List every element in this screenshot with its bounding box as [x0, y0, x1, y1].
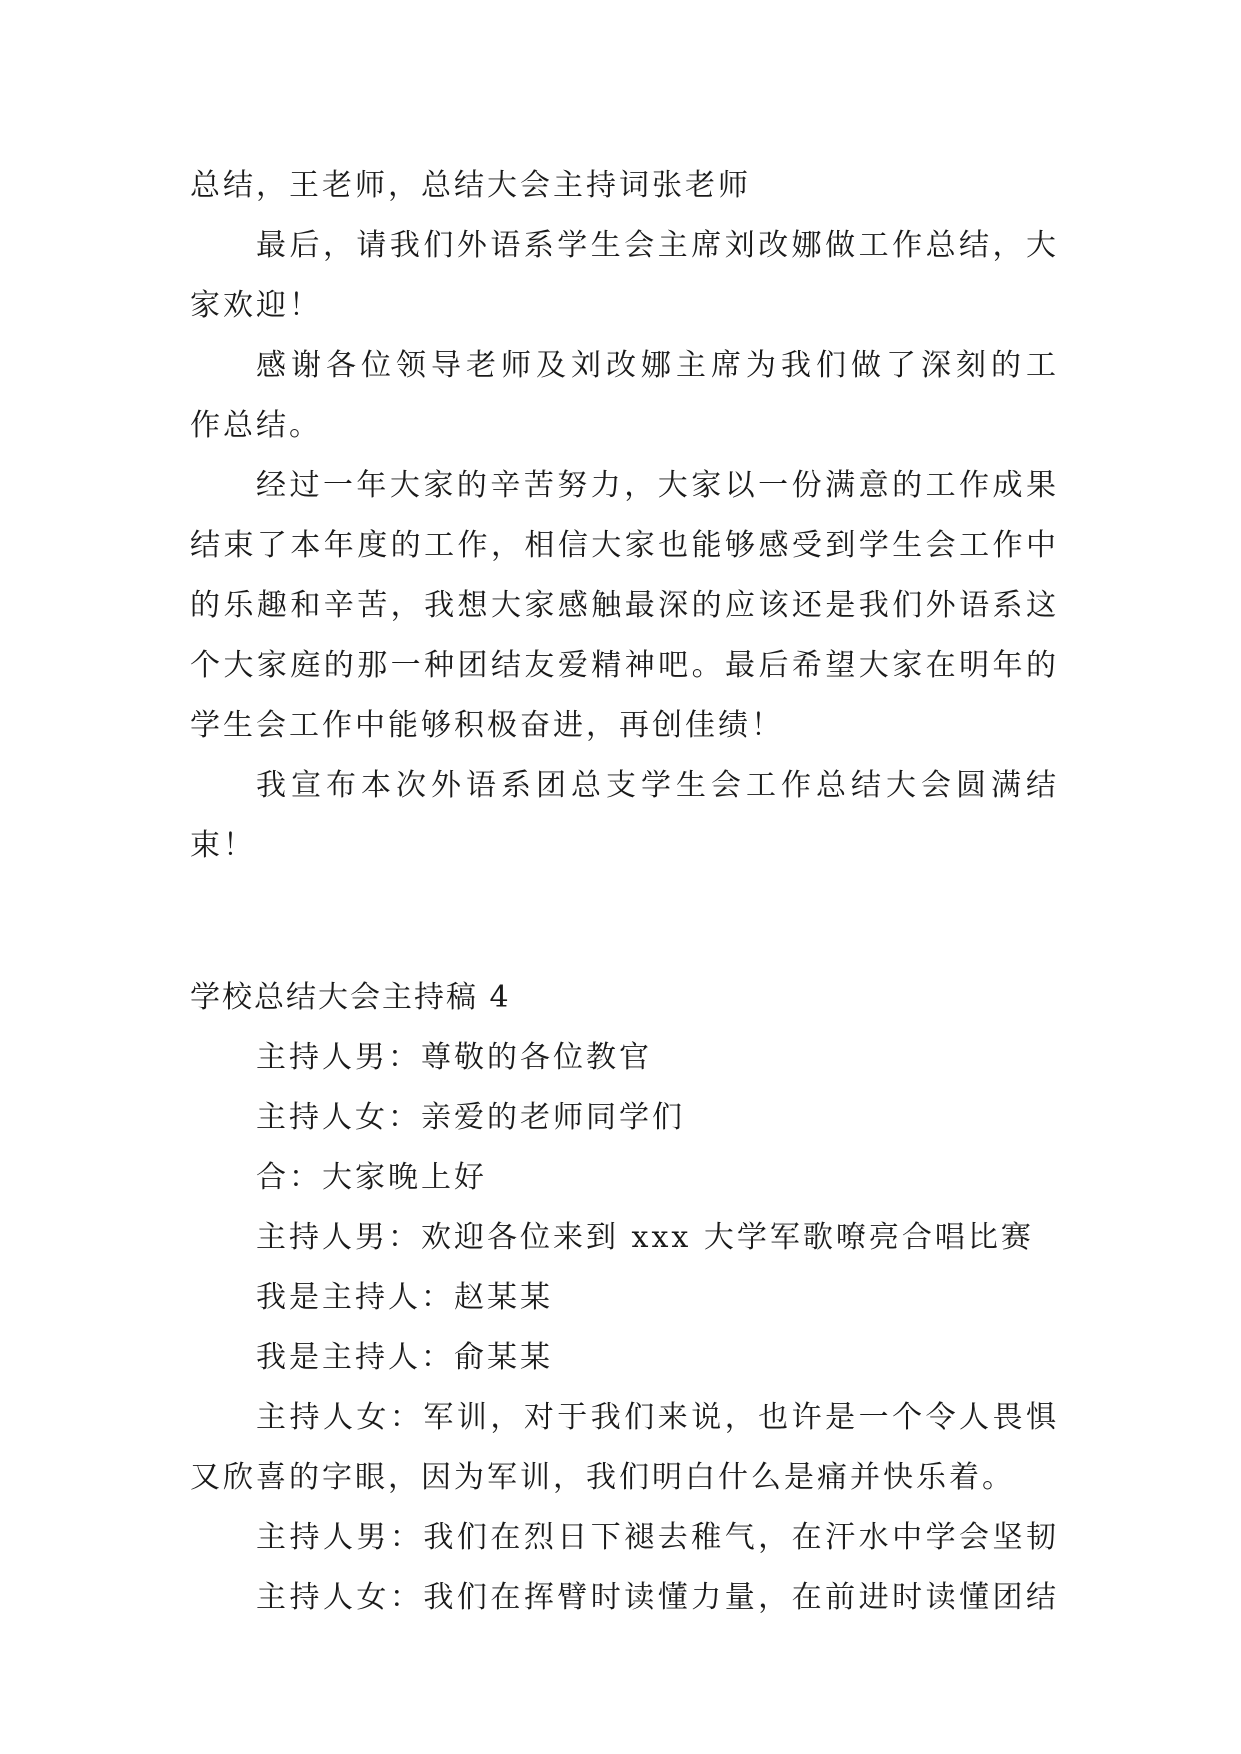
- text-line: 束！: [190, 828, 256, 863]
- text-line: 我是主持人：赵某某: [256, 1280, 553, 1315]
- text-line: 最后，请我们外语系学生会主席刘改娜做工作总结，大: [256, 228, 1056, 263]
- text-line: 主持人女：军训，对于我们来说，也许是一个令人畏惧: [256, 1400, 1056, 1435]
- text-line: 学生会工作中能够积极奋进，再创佳绩！: [190, 708, 784, 743]
- text-line: 主持人男：尊敬的各位教官: [256, 1040, 652, 1075]
- text-line: 的乐趣和辛苦，我想大家感触最深的应该还是我们外语系这: [190, 588, 1056, 623]
- document-page: [190, 156, 1056, 1628]
- text-line: 结束了本年度的工作，相信大家也能够感受到学生会工作中: [190, 528, 1056, 563]
- text-line: 我宣布本次外语系团总支学生会工作总结大会圆满结: [256, 768, 1056, 803]
- text-line: 家欢迎！: [190, 288, 322, 323]
- text-line: 主持人男：欢迎各位来到 xxx 大学军歌嘹亮合唱比赛: [256, 1220, 1034, 1255]
- text-line: 合：大家晚上好: [256, 1160, 487, 1195]
- text-line: 总结，王老师，总结大会主持词张老师: [190, 168, 751, 203]
- section-heading: 学校总结大会主持稿 4: [190, 980, 511, 1015]
- text-line: 个大家庭的那一种团结友爱精神吧。最后希望大家在明年的: [190, 648, 1056, 683]
- section-gap: [190, 876, 1056, 968]
- text-line: 主持人女：我们在挥臂时读懂力量，在前进时读懂团结: [256, 1580, 1056, 1615]
- text-line: 主持人男：我们在烈日下褪去稚气，在汗水中学会坚韧: [256, 1520, 1056, 1555]
- text-line: 感谢各位领导老师及刘改娜主席为我们做了深刻的工: [256, 348, 1056, 383]
- text-line: 我是主持人：俞某某: [256, 1340, 553, 1375]
- text-line: 又欣喜的字眼，因为军训，我们明白什么是痛并快乐着。: [190, 1460, 1015, 1495]
- text-line: 作总结。: [190, 408, 322, 443]
- text-line: 主持人女：亲爱的老师同学们: [256, 1100, 685, 1135]
- text-line: 经过一年大家的辛苦努力，大家以一份满意的工作成果: [256, 468, 1056, 503]
